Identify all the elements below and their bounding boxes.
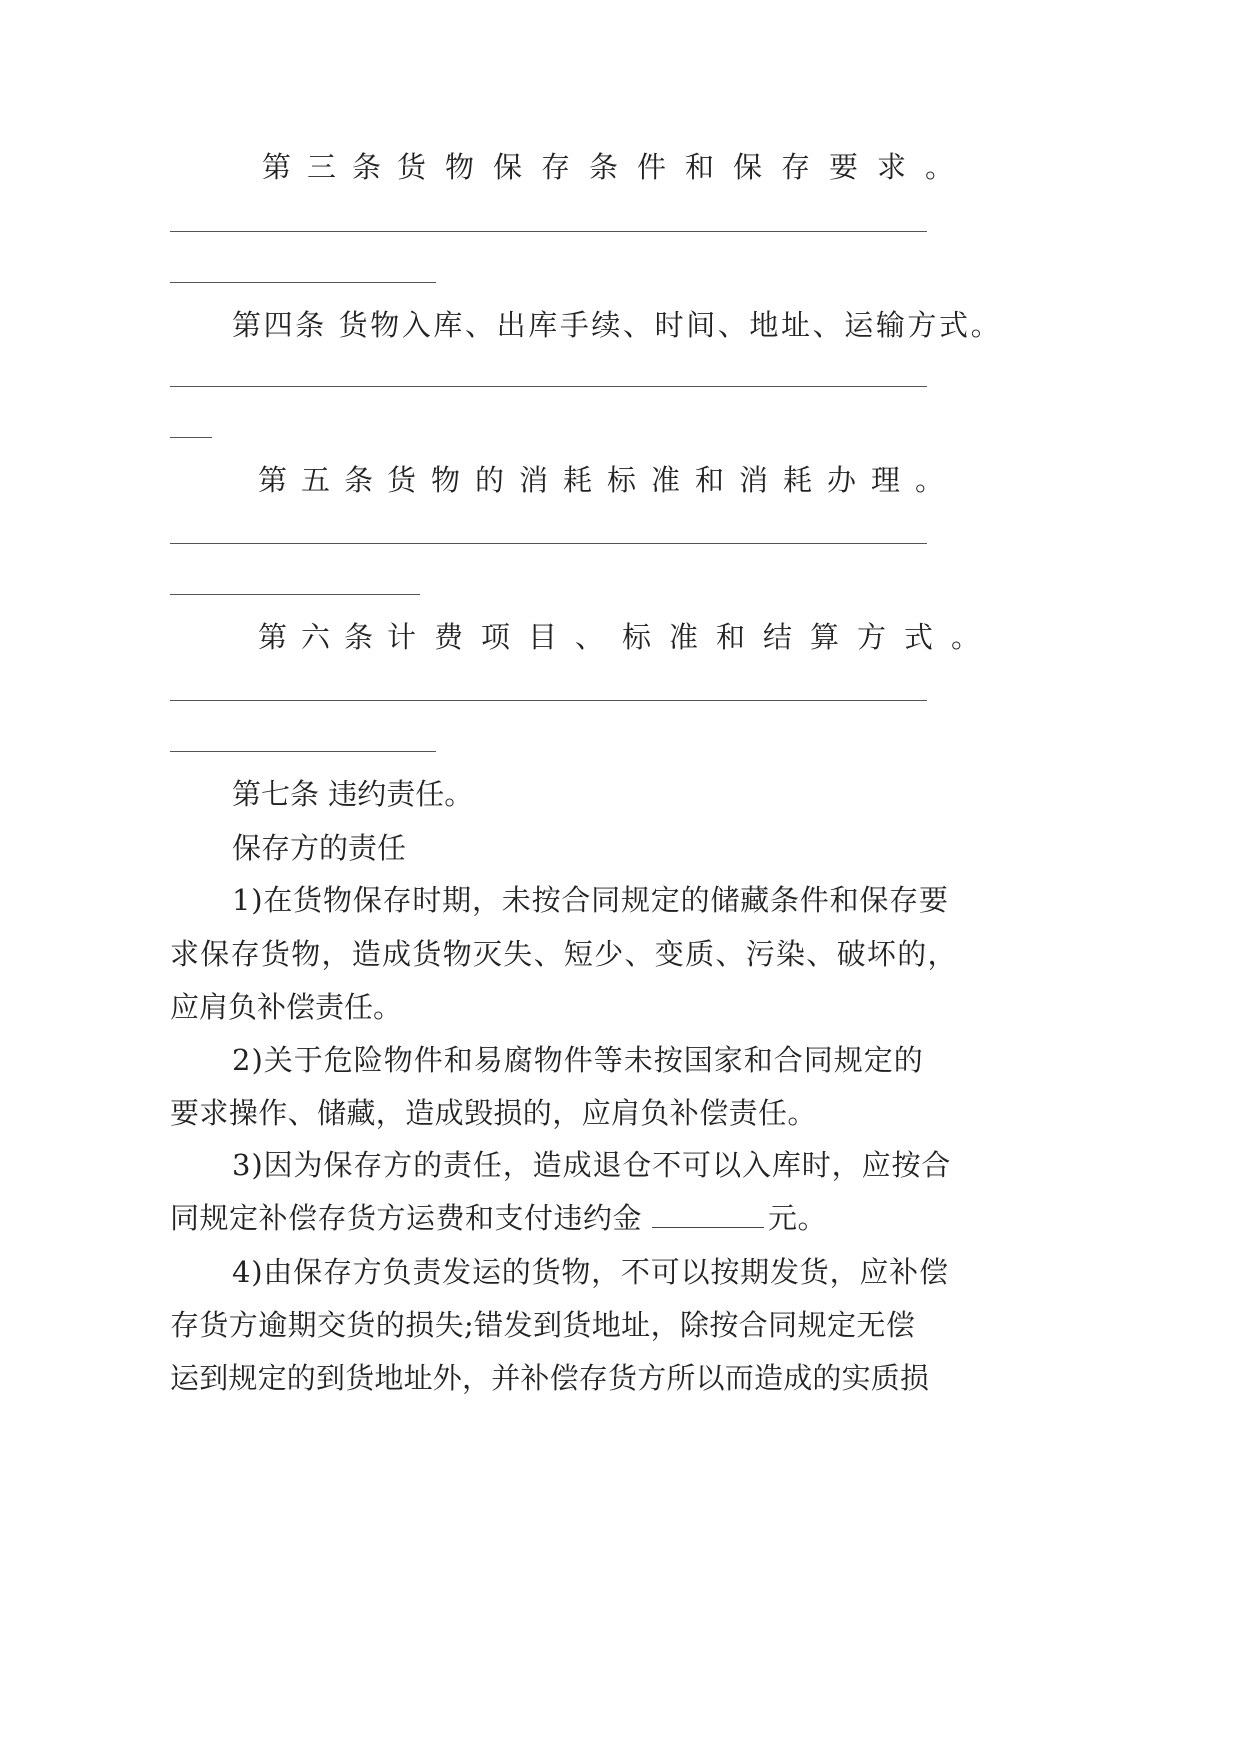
item-3-line-1: 3)因为保存方的责任，造成退仓不可以入库时，应按合 [232,1148,952,1182]
item-2-line-1: 2)关于危险物件和易腐物件等未按国家和合同规定的 [232,1043,924,1077]
item-1-line-2: 求保存货物，造成货物灭失、短少、变质、污染、破坏的， [170,937,958,971]
item-1-line-3: 应肩负补偿责任。 [170,990,403,1024]
section-heading: 保存方的责任 [232,831,407,865]
article-6-number: 第六条 [258,620,388,654]
article-3-title: 货物保存条件和保存要求。 [397,150,974,184]
item-4-line-3: 运到规定的到货地址外，并补偿存货方所以而造成的实质损 [170,1361,930,1395]
fill-line [170,700,927,701]
article-5-number: 第五条 [258,463,388,497]
item-4-line-1: 4)由保存方负责发运的货物，不可以按期发货，应补偿 [232,1255,949,1289]
item-3-line-2 [170,1198,827,1238]
article-6 [258,617,999,657]
article-5 [258,460,960,500]
fill-line [170,231,927,232]
article-3 [262,147,974,187]
article-4: 第四条 货物入库、出库手续、时间、地址、运输方式。 [232,308,1003,342]
item-1-line-1: 1)在货物保存时期，未按合同规定的储藏条件和保存要 [232,883,949,917]
fill-line [170,386,927,387]
article-5-title: 货物的消耗标准和消耗办理。 [387,463,960,497]
article-6-title: 计费项目、标准和结算方式。 [387,620,999,654]
item-2-line-2: 要求操作、储藏，造成毁损的，应肩负补偿责任。 [170,1096,817,1130]
article-3-number: 第三条 [262,150,398,184]
amount-blank [652,1201,764,1228]
article-7: 第七条 违约责任。 [232,777,474,811]
fill-line [170,751,436,752]
fill-line [170,282,436,283]
fill-line [170,543,927,544]
fill-line [170,437,212,438]
item-3-line-2-text: 同规定补偿存货方运费和支付违约金 [170,1201,643,1235]
item-3-unit: 元。 [768,1201,828,1235]
item-4-line-2: 存货方逾期交货的损失;错发到货地址，除按合同规定无偿 [170,1308,916,1342]
fill-line [170,594,420,595]
